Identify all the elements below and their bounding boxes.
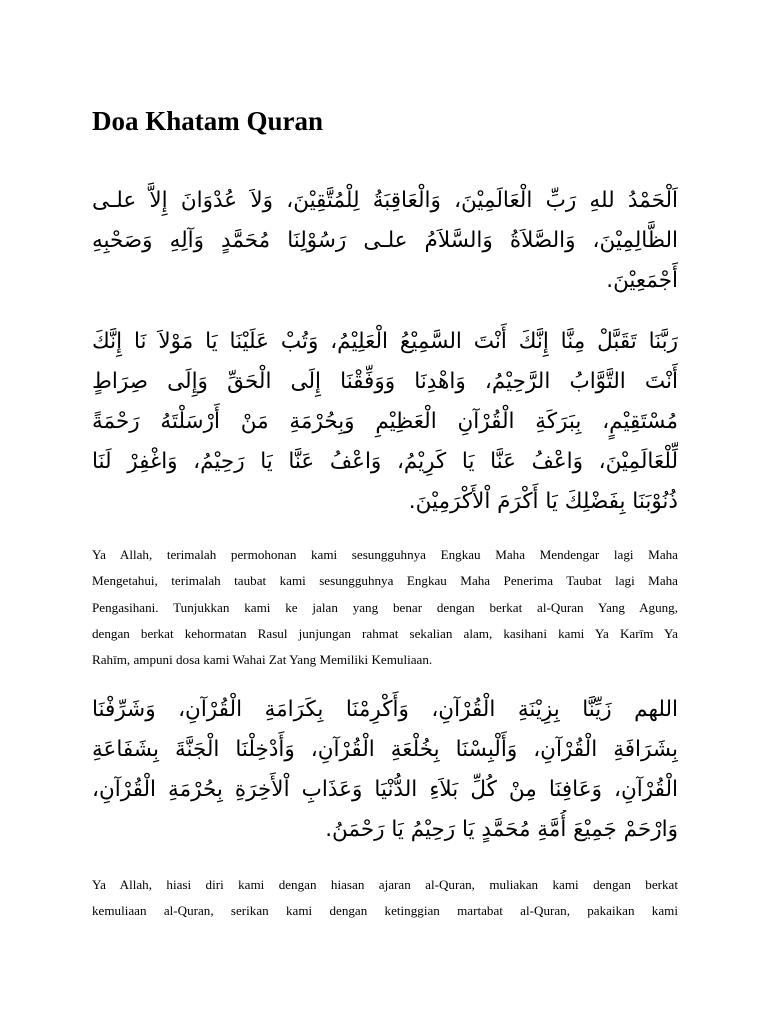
page-title: Doa Khatam Quran (92, 106, 324, 136)
arabic-line: مُسْتَقِيْمٍ، بِبَرَكَةِ الْقُرْآنِ الْعَظِيْمِ وَبِحُرْمَةِ مَنْ أَرْسَلْتَهُ رَحْمَةً (92, 409, 678, 434)
translation-paragraph (92, 872, 678, 925)
arabic-line: أَجْمَعِيْنَ. (606, 268, 678, 293)
arabic-line: الظَّالِمِيْنَ، وَالصَّلاَةُ وَالسَّلاَمُ علـى رَسُوْلِنَا مُحَمَّدٍ وَآلِهِ وَصَحْبِهِ (92, 228, 678, 253)
arabic-line: أَنْتَ التَّوَّابُ الرَّحِيْمُ، وَاهْدِنَا وَوَفِّقْنَا إِلَى الْحَقِّ وَإِلَى صِرَاطٍ (92, 369, 678, 394)
arabic-line: الْقُرْآنِ، وَعَافِنَا مِنْ كُلِّ بَلاَءِ الدُّنْيَا وَعَذَابِ اْلأَخِرَةِ بِحُرْمَةِ الْقُرْآنِ، (92, 777, 678, 802)
translation-line: dengan berkat kehormatan Rasul junjungan rahmat sekalian alam, kasihani kami Ya Karīm Ya (92, 625, 678, 641)
arabic-line: ذُنُوْبَنَا بِفَضْلِكَ يَا أَكْرَمَ اْلأَكْرَمِيْنَ. (408, 489, 678, 514)
translation-line: Pengasihani. Tunjukkan kami ke jalan yang benar dengan berkat al-Quran Yang Agung, (92, 599, 678, 615)
arabic-line: وَارْحَمْ جَمِيْعَ أُمَّةِ مُحَمَّدٍ يَا رَحِيْمُ يَا رَحْمَنُ. (325, 817, 678, 842)
arabic-prayer-paragraph (92, 322, 678, 522)
translation-line: Ya Allah, hiasi diri kami dengan hiasan ajaran al-Quran, muliakan kami dengan berkat (92, 877, 678, 892)
arabic-prayer-paragraph (92, 181, 678, 301)
translation-line: kemuliaan al-Quran, serikan kami dengan ketinggian martabat al-Quran, pakaikan kami (92, 903, 678, 919)
translation-line: Mengetahui, terimalah taubat kami sesungguhnya Engkau Maha Penerima Taubat lagi Maha (92, 573, 678, 589)
translation-line: Rahīm, ampuni dosa kami Wahai Zat Yang Memiliki Kemuliaan. (92, 652, 433, 668)
arabic-prayer-paragraph (92, 690, 678, 850)
translation-line: Ya Allah, terimalah permohonan kami sesungguhnya Engkau Maha Mendengar lagi Maha (92, 547, 678, 562)
arabic-line: رَبَّنَا تَقَبَّلْ مِنَّا إِنَّكَ أَنْتَ السَّمِيْعُ الْعَلِيْمُ، وَتُبْ عَلَيْنَا يَا مَوْلاَ نَا إِنَّكَ (92, 329, 678, 354)
translation-paragraph (92, 542, 678, 673)
arabic-line: اللهم زَيِّنَّا بِزِيْنَةِ الْقُرْآنِ، وَأَكْرِمْنَا بِكَرَامَةِ الْقُرْآنِ، وَشَرِّفْنَا (92, 697, 678, 722)
arabic-line: اَلْحَمْدُ للهِ رَبِّ الْعَالَمِيْنَ، وَالْعَاقِبَةُ لِلْمُتَّقِيْنَ، وَلاَ عُدْوَانَ إِلاَّ علـى (92, 188, 678, 213)
arabic-line: بِشَرَافَةِ الْقُرْآنِ، وَأَلْبِسْنَا بِخُلْعَةِ الْقُرْآنِ، وَأَدْخِلْنَا الْجَنَّةَ بِشَفَاعَةِ (92, 737, 678, 762)
arabic-line: لِّلْعَالَمِيْنَ، وَاعْفُ عَنَّا يَا كَرِيْمُ، وَاعْفُ عَنَّا يَا رَحِيْمُ، وَاغْفِرْ لَنَا (92, 449, 678, 474)
